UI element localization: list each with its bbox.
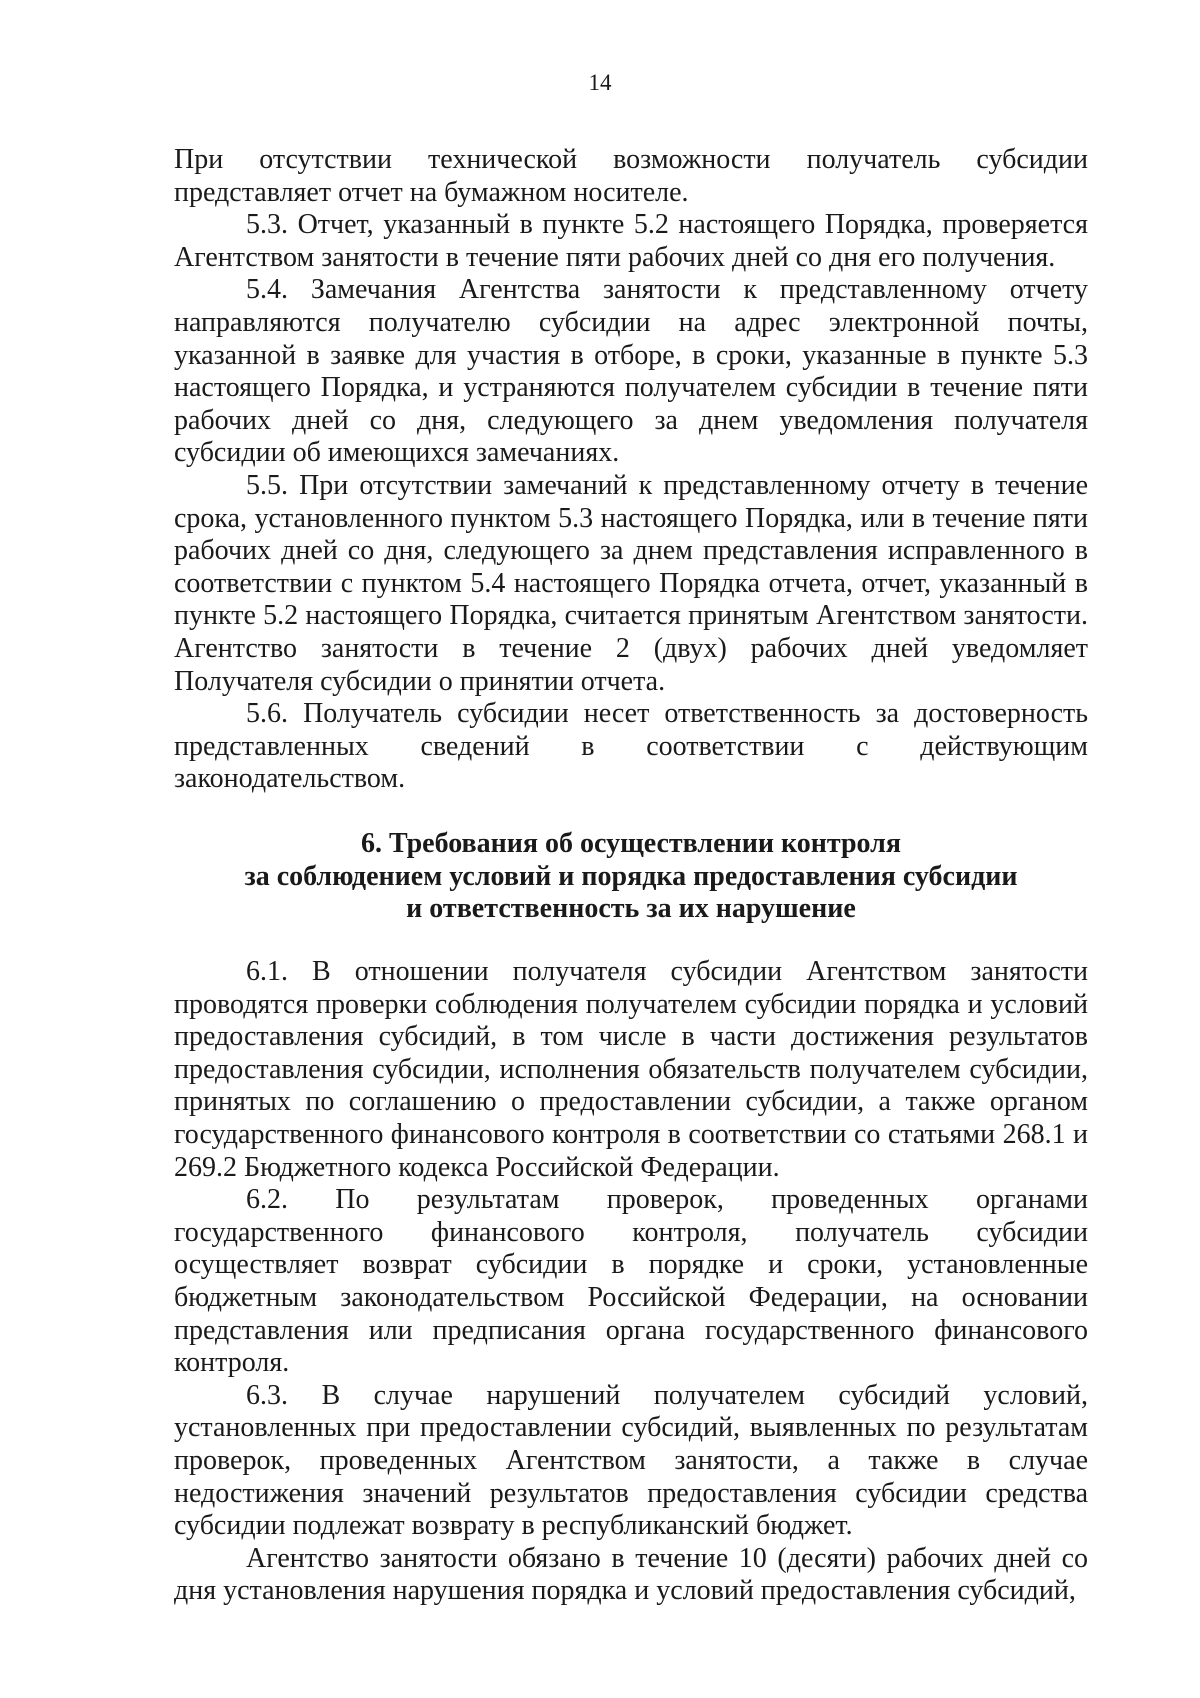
body-text-block-1 (174, 144, 1088, 796)
paragraph-5-5: 5.5. При отсутствии замечаний к представленному отчету в течение срока, установленного пунктом 5.3 настоящего Порядка, или в течение пяти рабочих дней со дня, следующего за днем представления исправленного в соответствии с пунктом 5.4 настоящего Порядка отчета, отчет, указанный в пункте 5.2 настоящего Порядка, считается принятым Агентством занятости. Агентство занятости в течение 2 (двух) рабочих дней уведомляет Получателя субсидии о принятии отчета. (174, 469, 1088, 697)
section-6-heading (174, 828, 1088, 926)
paragraph-5-4: 5.4. Замечания Агентства занятости к представленному отчету направляются получателю субсидии на адрес электронной почты, указанной в заявке для участия в отборе, в сроки, указанные в пункте 5.3 настоящего Порядка, и устраняются получателем субсидии в течение пяти рабочих дней со дня, следующего за днем уведомления получателя субсидии об имеющихся замечаниях. (174, 274, 1088, 469)
paragraph-6-1: 6.1. В отношении получателя субсидии Агентством занятости проводятся проверки соблюдения получателем субсидии порядка и условий предоставления субсидий, в том числе в части достижения результатов предоставления субсидии, исполнения обязательств получателем субсидии, принятых по соглашению о предоставлении субсидии, а также органом государственного финансового контроля в соответствии со статьями 268.1 и 269.2 Бюджетного кодекса Российской Федерации. (174, 956, 1088, 1183)
heading-line-2: за соблюдением условий и порядка предоставления субсидии (244, 860, 1018, 892)
heading-line-3: и ответственность за их нарушение (406, 893, 856, 925)
paragraph-6-3: 6.3. В случае нарушений получателем субсидий условий, установленных при предоставлении субсидий, выявленных по результатам проверок, проведенных Агентством занятости, а также в случае недостижения значений результатов предоставления субсидии средства субсидии подлежат возврату в республиканский бюджет. (174, 1379, 1088, 1542)
paragraph-5-6: 5.6. Получатель субсидии несет ответственность за достоверность представленных сведений в соответствии с действующим законодательством. (174, 698, 1088, 795)
body-text-block-2 (174, 956, 1088, 1608)
heading-line-1: 6. Требования об осуществлении контроля (360, 828, 902, 859)
paragraph-continuation: Агентство занятости обязано в течение 10 (десяти) рабочих дней со дня установления нарушения порядка и условий предоставления субсидий, (174, 1542, 1088, 1607)
paragraph-6-2: 6.2. По результатам проверок, проведенных органами государственного финансового контроля, получатель субсидии осуществляет возврат субсидии в порядке и сроки, установленные бюджетным законодательством Российской Федерации, на основании представления или предписания органа государственного финансового контроля. (174, 1184, 1088, 1379)
page-number: 14 (588, 70, 612, 95)
paragraph-5-3: 5.3. Отчет, указанный в пункте 5.2 настоящего Порядка, проверяется Агентством занятости в течение пяти рабочих дней со дня его получения. (174, 209, 1088, 273)
paragraph: При отсутствии технической возможности получатель субсидии представляет отчет на бумажном носителе. (174, 144, 1088, 208)
